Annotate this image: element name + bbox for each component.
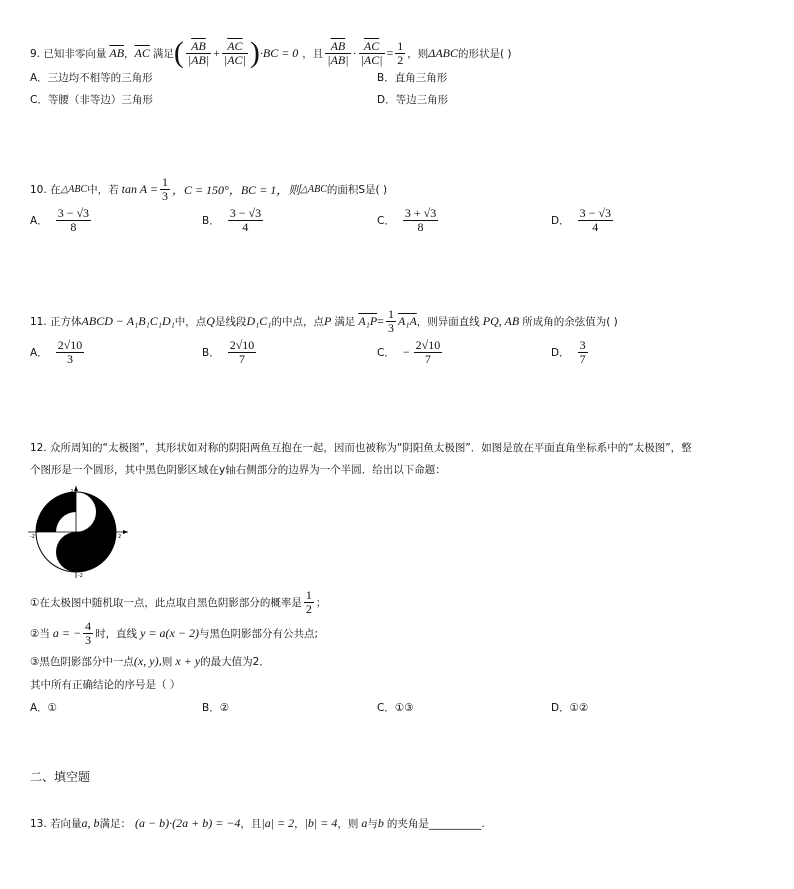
q11-option-d[interactable]: D． $\frac{3}{7}$ [551, 338, 586, 366]
q13-norm-b: |b| = 4 [304, 816, 338, 830]
q11-text-a: 11. 正方体 [30, 315, 82, 328]
q11-option-b-fraction: $\frac{2√10}{7}$ [229, 338, 255, 366]
question-10-stem [30, 172, 387, 206]
q9-text-c: ，且 [302, 47, 324, 60]
q11-option-b[interactable]: B． $\frac{2√10}{7}$ [202, 338, 255, 366]
q11-text-b: 中，点 [174, 315, 207, 328]
q11-text-c: 是线段 [214, 315, 247, 328]
q11-text-d: 的中点，点 [271, 315, 324, 328]
q9-fraction-ac-2: $\frac{\overline{AC}}{|AC|}$ [360, 38, 383, 67]
q11-option-c-fraction: $\frac{2√10}{7}$ [415, 338, 441, 366]
q12-p1-fraction: $\frac{1}{2}$ [305, 587, 312, 616]
q9-equals: = [386, 45, 394, 60]
q9-condition-1: ·BC = 0 [259, 45, 299, 60]
q10-fraction-third: $\frac{1}{3}$ [161, 174, 168, 203]
q13-vectors: a, b [81, 816, 100, 830]
x-axis-arrow-icon [123, 530, 128, 534]
q11-option-c[interactable]: C． − $\frac{2√10}{7}$ [377, 338, 441, 366]
q9-vector-ab: $\overline{AB}$ [109, 45, 125, 60]
q10-option-b[interactable]: B． $\frac{3 - √3}{4}$ [202, 206, 262, 234]
q11-vector-a1p: A₁P [358, 313, 378, 328]
q9-fraction-half: $\frac{1}{2}$ [397, 38, 404, 67]
label-left: -2 [30, 534, 35, 540]
q11-point-q: Q [206, 313, 215, 328]
q10-text-b: 中，若 [87, 183, 119, 196]
taiji-black-left-lobe [36, 492, 76, 532]
q10-option-d-fraction: $\frac{3 - √3}{4}$ [579, 206, 611, 234]
q9-option-d[interactable]: D．等边三角形 [377, 94, 449, 106]
q10-option-b-fraction: $\frac{3 - √3}{4}$ [229, 206, 262, 234]
q11-option-a[interactable]: A． $\frac{2√10}{3}$ [30, 338, 83, 366]
q13-norm-a: |a| = 2 [261, 816, 295, 830]
q12-line-1: 12. 众所周知的“太极图”，其形状如对称的阴阳两鱼互抱在一起，因而也被称为“阴阳鱼太极图”．如图是放在平面直角坐标系中的“太极图”，整 [30, 442, 692, 454]
q12-option-c[interactable]: C．①③ [377, 702, 414, 714]
q11-text-e: 满足 [334, 315, 356, 328]
q13-expression: (a − b)·(2a + b) = −4 [135, 816, 241, 830]
q11-option-a-fraction: $\frac{2√10}{3}$ [57, 338, 83, 366]
question-11-stem [30, 304, 618, 338]
q9-dot: · [352, 45, 357, 60]
q11-fraction-third: $\frac{1}{3}$ [387, 306, 394, 335]
label-bottom: -2 [78, 573, 83, 579]
q12-line-2: 个图形是一个圆形，其中黑色阴影区域在y轴右侧部分的边界为一个半圆．给出以下命题： [30, 464, 446, 476]
q10-text-c: ，C = 150°，BC = 1，则 [171, 182, 301, 197]
q10-text-e: 的面积S是( ) [326, 183, 388, 196]
q12-option-b[interactable]: B．② [202, 702, 230, 714]
q10-text-a: 10. 在 [30, 183, 61, 196]
q10-option-a-fraction: $\frac{3 - √3}{8}$ [57, 206, 90, 234]
label-mid: 1 [98, 534, 102, 540]
q9-fraction-ab: $\frac{\overline{AB}}{|AB|}$ [187, 38, 210, 67]
q12-proposition-1: ①在太极图中随机取一点，此点取自黑色阴影部分的概率是 $\frac{1}{2}$ ； [30, 587, 327, 616]
q9-fraction-ac: $\frac{\overline{AC}}{|AC|}$ [223, 38, 246, 67]
q9-text-a: 9. 已知非零向量 [30, 47, 107, 60]
q10-triangle-2: △ABC [300, 183, 327, 195]
q10-option-a[interactable]: A． $\frac{3 - √3}{8}$ [30, 206, 90, 234]
q10-option-d[interactable]: D． $\frac{3 - √3}{4}$ [551, 206, 611, 234]
q9-option-a[interactable]: A．三边均不相等的三角形 [30, 72, 153, 84]
q12-ask: 其中所有正确结论的序号是（ ） [30, 679, 181, 691]
q11-option-d-fraction: $\frac{3}{7}$ [579, 338, 586, 366]
q11-text-g: 所成角的余弦值为( ) [522, 315, 618, 328]
label-origin: O [70, 535, 74, 541]
q9-right-paren: ) [249, 36, 260, 69]
q9-left-paren: ( [173, 36, 184, 69]
q9-option-b[interactable]: B．直角三角形 [377, 72, 448, 84]
q11-segment: D₁C₁ [246, 313, 272, 328]
q13-answer-blank[interactable]: __________. [428, 817, 485, 830]
q10-tan: tan A = [121, 181, 158, 196]
label-right: 2 [118, 534, 122, 540]
question-13-stem: 13. 若向量 a, b 满足： (a − b)·(2a + b) = −4 ，且 |a| = 2 ， |b| = 4 ，则 a 与 b 的夹角是 __________. [30, 816, 485, 830]
taiji-figure [26, 484, 130, 580]
q10-option-c[interactable]: C． $\frac{3 + √3}{8}$ [377, 206, 437, 234]
q10-option-c-fraction: $\frac{3 + √3}{8}$ [404, 206, 437, 234]
q9-option-c[interactable]: C．等腰（非等边）三角形 [30, 94, 153, 106]
q9-text-e: 的形状是( ) [458, 47, 512, 60]
label-top: 2 [70, 489, 74, 495]
y-axis-arrow-icon [74, 486, 78, 491]
q9-triangle: ΔABC [428, 45, 458, 60]
q9-text-b: 满足 [152, 47, 174, 60]
q11-lines: PQ, AB [482, 313, 520, 328]
q11-text-f: ，则异面直线 [416, 315, 480, 328]
q11-vector-a1a: A₁A [397, 313, 417, 328]
q12-p2-fraction: $\frac{4}{3}$ [85, 618, 92, 647]
q9-comma: ， [124, 47, 135, 60]
q11-equals: = [377, 313, 384, 328]
section-title-fill-in: 二、填空题 [30, 770, 91, 784]
q9-fraction-ab-2: $\frac{\overline{AB}}{|AB|}$ [327, 38, 349, 67]
q11-cube: ABCD − A₁B₁C₁D₁ [81, 313, 175, 328]
q9-text-d: ，则 [407, 47, 429, 60]
q11-point-p: P [323, 313, 332, 328]
q10-triangle: △ABC [60, 183, 88, 195]
q12-option-d[interactable]: D．①② [551, 702, 589, 714]
question-9-stem [30, 36, 512, 70]
q12-proposition-2: ②当 a = − $\frac{4}{3}$ 时，直线 y = a(x − 2) 与黑色阴影部分有公共点; [30, 618, 319, 647]
q12-option-a[interactable]: A．① [30, 702, 58, 714]
q9-plus: + [213, 45, 220, 60]
q12-proposition-3: ③黑色阴影部分中一点 (x, y) ,则 x + y 的最大值为2． [30, 654, 270, 668]
q9-vector-ac: $\overline{AC}$ [134, 45, 150, 60]
